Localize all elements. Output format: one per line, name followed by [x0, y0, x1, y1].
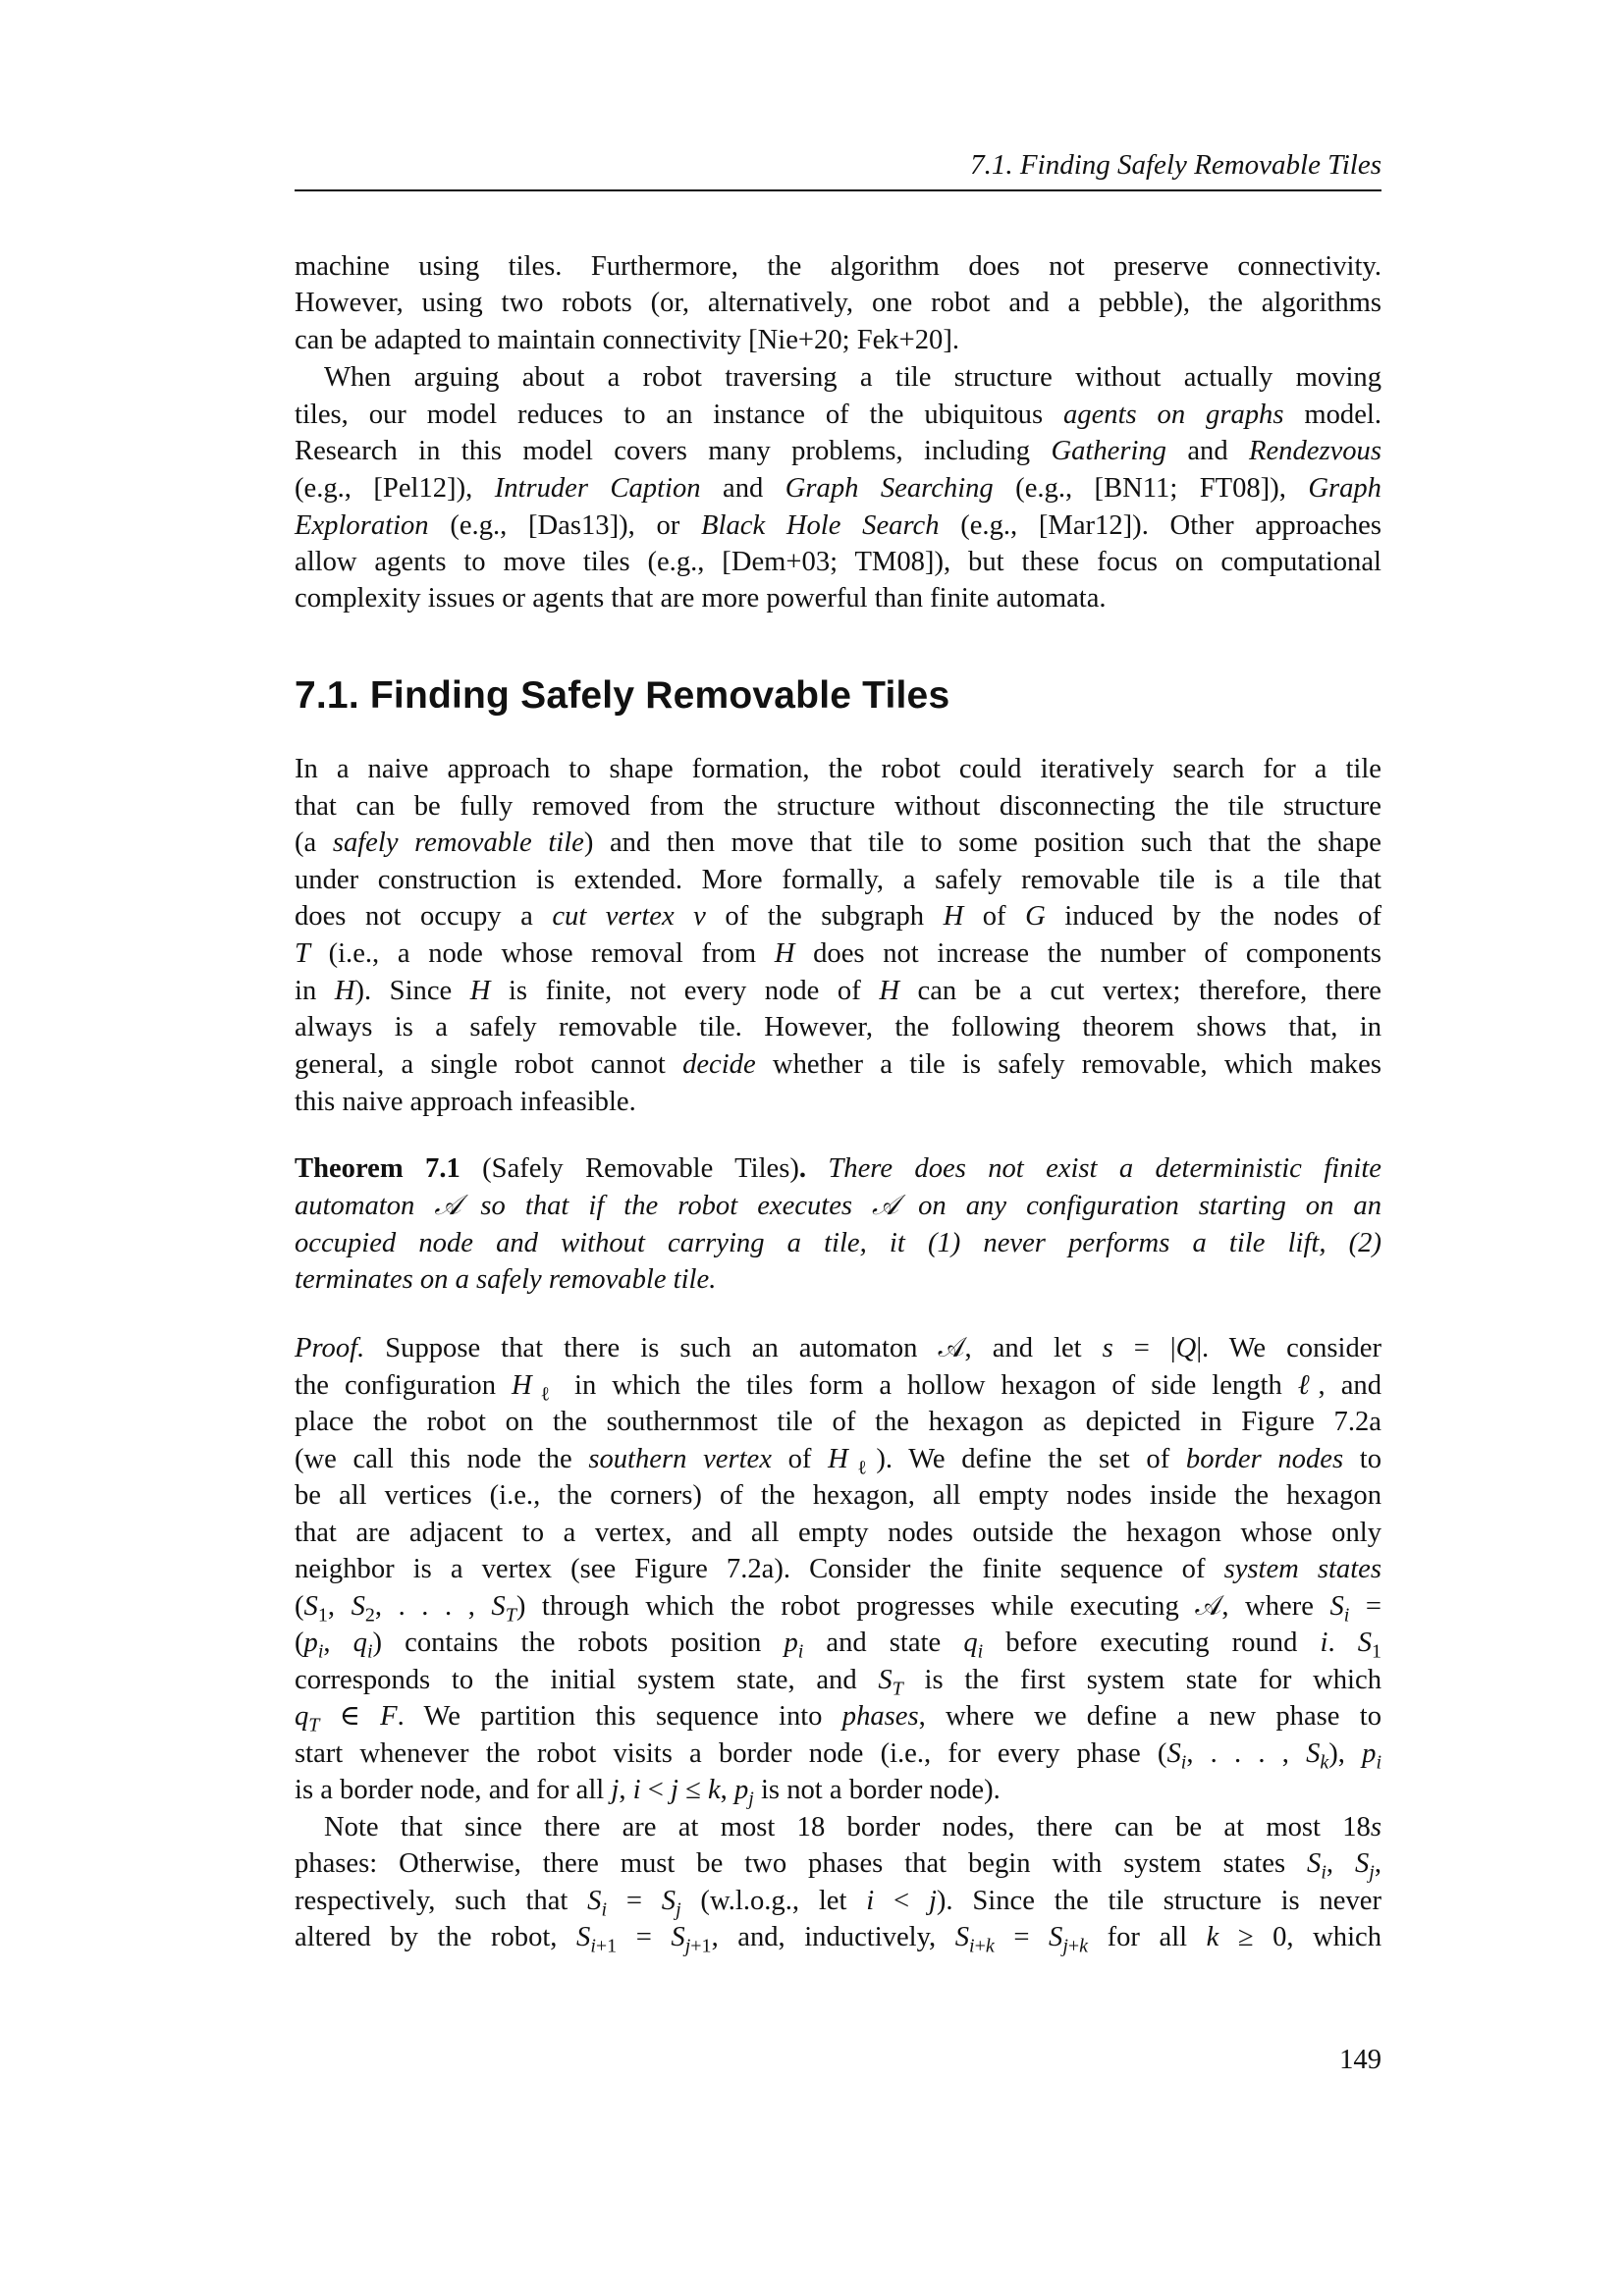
text-line: [295, 1625, 1381, 1662]
text-segment: phases: Otherwise, there must be two phases that begin with system states: [295, 1848, 1308, 1879]
text-segment: q: [352, 1628, 367, 1658]
text-segment: =: [617, 1922, 672, 1952]
text-segment: Exploration: [295, 510, 429, 541]
text-segment: H: [879, 976, 899, 1006]
text-segment: +1: [690, 1935, 712, 1957]
text-segment: (e.g., [Pel12]),: [295, 473, 495, 504]
text-line: [295, 285, 1381, 322]
text-segment: 1: [1372, 1640, 1382, 1663]
text-segment: southern vertex: [588, 1444, 772, 1474]
text-segment: H: [828, 1444, 848, 1474]
text-segment: for all: [1088, 1922, 1207, 1952]
header-rule: [295, 189, 1381, 191]
text-line: [295, 1477, 1381, 1515]
text-segment: +: [974, 1935, 986, 1957]
text-segment: (e.g., [BN11; FT08]),: [993, 473, 1309, 504]
text-segment: under construction is extended. More formally, a safely removable tile is a tile that: [295, 865, 1381, 895]
text-segment: S: [1049, 1922, 1063, 1952]
text-segment: .: [798, 1153, 807, 1184]
text-segment: ≤: [677, 1775, 708, 1805]
text-segment: +1: [595, 1935, 618, 1957]
text-segment: i: [632, 1775, 641, 1805]
text-line: [295, 1441, 1381, 1478]
text-segment: induced by the nodes of: [1045, 901, 1382, 932]
text-segment: j: [671, 1775, 678, 1805]
text-segment: of the subgraph: [705, 901, 944, 932]
text-segment: , . . . ,: [374, 1591, 492, 1622]
text-line: [295, 1150, 1381, 1188]
text-segment: decide: [682, 1049, 756, 1080]
text-line: [295, 1404, 1381, 1441]
text-segment: j: [676, 1898, 681, 1921]
text-segment: However, using two robots (or, alternatively, one robot and a pebble), the algorithms: [295, 288, 1381, 318]
text-segment: S: [491, 1591, 506, 1622]
text-segment: is the first system state for which: [902, 1665, 1381, 1695]
text-segment: the configuration: [295, 1370, 512, 1401]
text-segment: and: [700, 473, 785, 504]
text-segment: cut vertex v: [552, 901, 706, 932]
text-segment: =: [607, 1886, 662, 1916]
text-segment: Gathering: [1051, 436, 1166, 466]
text-segment: automaton 𝒜 so that if the robot executes 𝒜 on any configuration starting on an: [295, 1191, 1381, 1221]
text-line: [295, 433, 1381, 470]
text-segment: Suppose that there is such an automaton 𝒜, and let: [364, 1333, 1103, 1363]
text-segment: model.: [1283, 400, 1381, 430]
text-segment: ,: [720, 1775, 734, 1805]
text-segment: i: [1343, 1604, 1350, 1627]
text-line: [295, 751, 1381, 788]
text-segment: =: [1349, 1591, 1382, 1622]
text-segment: S: [1357, 1628, 1372, 1658]
text-segment: ℓ: [1297, 1370, 1319, 1401]
text-segment: in: [295, 976, 335, 1006]
text-segment: i: [969, 1935, 975, 1957]
text-segment: i: [797, 1640, 804, 1663]
text-segment: p: [303, 1628, 318, 1658]
text-segment: H: [512, 1370, 532, 1401]
text-segment: . We partition this sequence into: [397, 1701, 842, 1732]
text-segment: S: [878, 1665, 893, 1695]
text-segment: whether a tile is safely removable, which makes: [755, 1049, 1382, 1080]
text-segment: S: [1329, 1591, 1344, 1622]
text-segment: 2: [364, 1604, 375, 1627]
text-segment: S: [576, 1922, 591, 1952]
text-segment: can be a cut vertex; therefore, there: [898, 976, 1381, 1006]
text-line: [295, 1662, 1381, 1699]
text-segment: (a: [295, 828, 333, 858]
text-segment: Note that since there are at most 18 border nodes, there can be at most 18: [324, 1812, 1371, 1842]
text-line: [295, 935, 1381, 973]
text-segment: ,: [1326, 1848, 1355, 1879]
text-line: [295, 1188, 1381, 1225]
text-segment: Q: [1175, 1333, 1197, 1363]
text-line: [295, 1883, 1381, 1920]
text-segment: safely removable tile: [332, 828, 584, 858]
text-segment: ℓ: [531, 1383, 559, 1406]
text-segment: (w.l.o.g., let: [680, 1886, 867, 1916]
text-line: [295, 359, 1381, 397]
text-segment: be all vertices (i.e., the corners) of the hexagon, all empty nodes inside the hexagon: [295, 1480, 1381, 1511]
text-segment: ,: [323, 1628, 353, 1658]
text-segment: When arguing about a robot traversing a tile structure without actually moving: [324, 362, 1381, 393]
text-segment: , where we define a new phase to: [918, 1701, 1381, 1732]
text-segment: .: [1327, 1628, 1358, 1658]
text-segment: s: [1370, 1812, 1381, 1842]
text-segment: k: [1079, 1935, 1089, 1957]
text-segment: altered by the robot,: [295, 1922, 577, 1952]
text-segment: Graph: [1308, 473, 1381, 504]
text-segment: i: [1376, 1751, 1381, 1774]
text-segment: (: [295, 1591, 304, 1622]
text-line: [295, 1330, 1381, 1367]
text-segment: is not a border node).: [753, 1775, 1001, 1805]
text-segment: does not increase the number of components: [794, 938, 1382, 969]
text-segment: j: [1369, 1861, 1375, 1884]
text-segment: Rendezvous: [1249, 436, 1381, 466]
text-line: [295, 248, 1381, 286]
text-segment: allow agents to move tiles (e.g., [Dem+03; TM08]), but these focus on computational: [295, 547, 1381, 577]
text-segment: |. We consider: [1196, 1333, 1381, 1363]
text-segment: k: [707, 1775, 721, 1805]
text-segment: system states: [1223, 1554, 1381, 1584]
text-segment: , and: [1318, 1370, 1381, 1401]
text-segment: S: [587, 1886, 602, 1916]
text-segment: place the robot on the southernmost tile of the hexagon as depicted in Figure 7.2a: [295, 1407, 1381, 1437]
text-line: [295, 580, 1381, 617]
text-segment: can be adapted to maintain connectivity [Nie+20; Fek+20].: [295, 325, 959, 355]
text-segment: j: [611, 1775, 620, 1805]
text-segment: j: [748, 1788, 754, 1810]
text-segment: S: [954, 1922, 970, 1952]
text-segment: p: [733, 1775, 749, 1805]
section-heading: 7.1. Finding Safely Removable Tiles: [295, 674, 950, 717]
text-line: [295, 1046, 1381, 1084]
text-segment: occupied node and without carrying a tile, it (1) never performs a tile lift, (2): [295, 1228, 1381, 1258]
text-segment: T: [295, 938, 310, 969]
text-segment: q: [295, 1701, 309, 1732]
text-segment: S: [1306, 1738, 1321, 1769]
text-line: [295, 1698, 1381, 1735]
text-line: [295, 1261, 1381, 1299]
text-line: [295, 507, 1381, 545]
text-segment: corresponds to the initial system state, and: [295, 1665, 879, 1695]
text-segment: S: [671, 1922, 685, 1952]
text-segment: i: [317, 1640, 324, 1663]
text-segment: terminates on a safely removable tile.: [295, 1264, 717, 1295]
text-segment: i: [977, 1640, 984, 1663]
text-segment: , . . . ,: [1186, 1738, 1307, 1769]
text-segment: k: [1320, 1751, 1329, 1774]
text-segment: s: [1102, 1333, 1113, 1363]
page-number: 149: [1339, 2045, 1381, 2075]
text-segment: H: [334, 976, 355, 1006]
text-segment: i: [866, 1886, 875, 1916]
text-segment: is a border node, and for all: [295, 1775, 612, 1805]
text-line: [295, 1919, 1381, 1956]
text-segment: ) through which the robot progresses while executing 𝒜, where: [515, 1591, 1330, 1622]
text-segment: p: [784, 1628, 798, 1658]
text-segment: <: [874, 1886, 929, 1916]
text-segment: p: [1362, 1738, 1377, 1769]
text-line: [295, 1009, 1381, 1046]
text-segment: k: [985, 1935, 995, 1957]
text-segment: always is a safely removable tile. However, the following theorem shows that, in: [295, 1012, 1381, 1042]
text-segment: = |: [1112, 1333, 1176, 1363]
text-segment: k: [1206, 1922, 1219, 1952]
text-segment: ). Since the tile structure is never: [936, 1886, 1381, 1916]
text-segment: that are adjacent to a vertex, and all empty nodes outside the hexagon whose only: [295, 1518, 1381, 1548]
text-segment: G: [1025, 901, 1046, 932]
text-segment: does not occupy a: [295, 901, 553, 932]
text-segment: j: [928, 1886, 937, 1916]
text-segment: ,: [327, 1591, 352, 1622]
text-segment: phases: [841, 1701, 919, 1732]
text-line: [295, 544, 1381, 581]
text-line: [295, 397, 1381, 434]
text-line: [295, 322, 1381, 359]
text-segment: that can be fully removed from the structure without disconnecting the tile structure: [295, 791, 1381, 822]
text-segment: ,: [1374, 1848, 1381, 1879]
text-segment: respectively, such that: [295, 1886, 588, 1916]
text-line: [295, 1515, 1381, 1552]
text-line: [295, 1845, 1381, 1883]
text-segment: before executing round: [983, 1628, 1321, 1658]
text-segment: this naive approach infeasible.: [295, 1087, 636, 1117]
text-segment: ) and then move that tile to some position such that the shape: [583, 828, 1381, 858]
text-segment: ),: [1328, 1738, 1363, 1769]
text-segment: (e.g., [Das13]), or: [428, 510, 702, 541]
text-segment: In a naive approach to shape formation, the robot could iteratively search for a tile: [295, 754, 1381, 784]
text-segment: Theorem 7.1: [295, 1153, 460, 1184]
text-segment: to: [1343, 1444, 1381, 1474]
text-segment: S: [303, 1591, 318, 1622]
text-segment: and: [1165, 436, 1249, 466]
text-segment: S: [351, 1591, 365, 1622]
text-segment: S: [1307, 1848, 1322, 1879]
text-segment: 1: [317, 1604, 328, 1627]
text-segment: <: [640, 1775, 672, 1805]
text-segment: i: [1180, 1751, 1187, 1774]
text-segment: q: [963, 1628, 978, 1658]
text-segment: Graph Searching: [785, 473, 994, 504]
text-line: [295, 825, 1381, 862]
text-segment: i: [601, 1898, 608, 1921]
text-segment: i: [1321, 1861, 1326, 1884]
text-segment: S: [1354, 1848, 1370, 1879]
text-segment: F: [380, 1701, 398, 1732]
text-segment: H: [774, 938, 795, 969]
text-segment: ≥ 0, which: [1218, 1922, 1382, 1952]
text-segment: (: [295, 1628, 304, 1658]
text-segment: H: [943, 901, 964, 932]
text-segment: complexity issues or agents that are more powerful than finite automata.: [295, 583, 1107, 614]
text-segment: ). We define the set of: [876, 1444, 1186, 1474]
text-segment: (we call this node the: [295, 1444, 589, 1474]
text-segment: =: [994, 1922, 1050, 1952]
text-line: [295, 973, 1381, 1010]
text-segment: (i.e., a node whose removal from: [309, 938, 775, 969]
text-line: [295, 788, 1381, 826]
text-line: [295, 1225, 1381, 1262]
text-line: [295, 470, 1381, 507]
text-segment: , and, inductively,: [711, 1922, 955, 1952]
text-segment: in which the tiles form a hollow hexagon of side length: [558, 1370, 1298, 1401]
text-segment: and state: [803, 1628, 964, 1658]
text-segment: i: [1320, 1628, 1328, 1658]
text-segment: ,: [619, 1775, 633, 1805]
text-segment: (e.g., [Mar12]). Other approaches: [939, 510, 1381, 541]
text-line: [295, 898, 1381, 935]
text-segment: Black Hole Search: [701, 510, 940, 541]
text-segment: ∈: [319, 1701, 381, 1732]
text-line: [295, 1588, 1381, 1626]
text-segment: start whenever the robot visits a border node (i.e., for every phase (: [295, 1738, 1167, 1769]
text-segment: agents on graphs: [1063, 400, 1284, 430]
text-segment: ℓ: [847, 1457, 877, 1479]
text-segment: general, a single robot cannot: [295, 1049, 683, 1080]
text-segment: i: [366, 1640, 373, 1663]
text-segment: ). Since: [354, 976, 470, 1006]
text-segment: T: [505, 1604, 516, 1627]
text-segment: i: [590, 1935, 596, 1957]
running-head: 7.1. Finding Safely Removable Tiles: [970, 149, 1381, 181]
text-segment: of: [771, 1444, 829, 1474]
text-line: [295, 1735, 1381, 1773]
text-segment: is finite, not every node of: [490, 976, 880, 1006]
text-segment: Proof.: [295, 1333, 365, 1363]
text-line: [295, 862, 1381, 899]
text-line: [295, 1809, 1381, 1846]
text-segment: of: [963, 901, 1026, 932]
text-segment: Research in this model covers many problems, including: [295, 436, 1052, 466]
text-segment: neighbor is a vertex (see Figure 7.2a). Consider the finite sequence of: [295, 1554, 1224, 1584]
text-line: [295, 1367, 1381, 1405]
text-segment: T: [308, 1714, 320, 1736]
text-segment: S: [661, 1886, 677, 1916]
text-line: [295, 1084, 1381, 1121]
text-segment: j: [1062, 1935, 1068, 1957]
text-segment: tiles, our model reduces to an instance of the ubiquitous: [295, 400, 1063, 430]
text-segment: T: [892, 1678, 903, 1700]
text-segment: S: [1166, 1738, 1181, 1769]
text-segment: +: [1067, 1935, 1080, 1957]
text-segment: ) contains the robots position: [372, 1628, 785, 1658]
text-segment: j: [684, 1935, 691, 1957]
text-segment: machine using tiles. Furthermore, the algorithm does not preserve connectivity.: [295, 251, 1381, 282]
text-line: [295, 1551, 1381, 1588]
text-segment: H: [469, 976, 491, 1006]
text-segment: border nodes: [1185, 1444, 1344, 1474]
text-segment: There does not exist a deterministic finite: [806, 1153, 1381, 1184]
text-line: [295, 1772, 1381, 1809]
text-segment: Intruder Caption: [494, 473, 701, 504]
text-segment: (Safely Removable Tiles): [460, 1153, 799, 1184]
